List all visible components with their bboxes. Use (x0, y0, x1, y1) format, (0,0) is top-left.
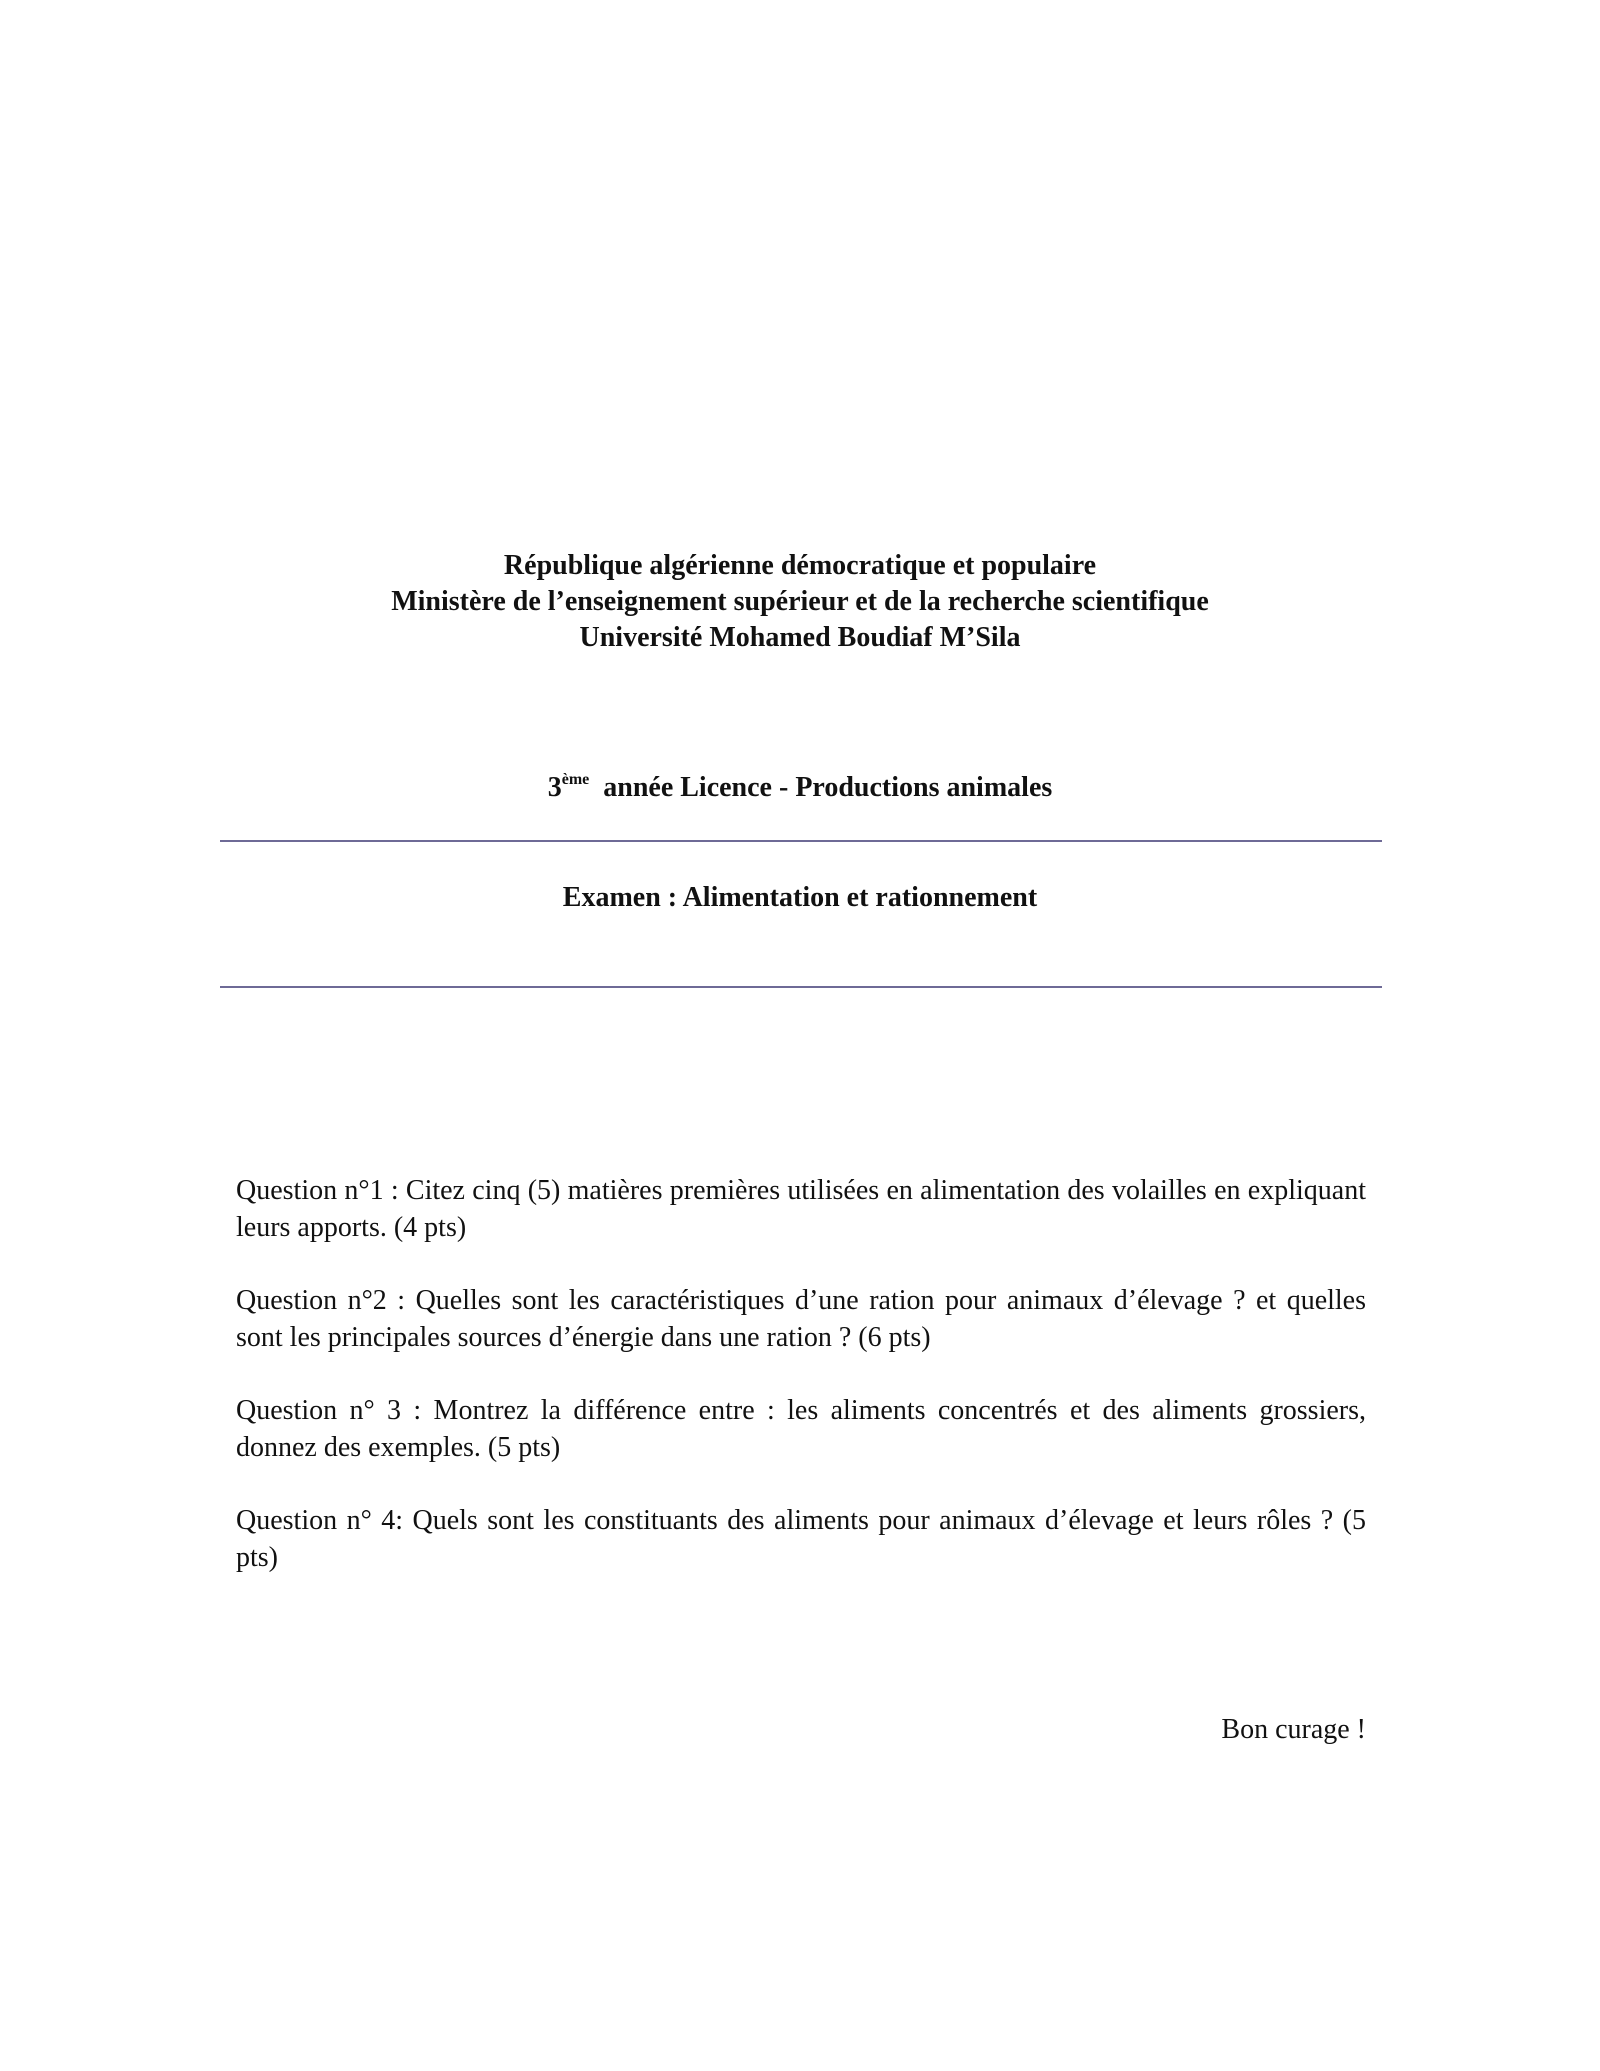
closing-remark: Bon curage ! (1221, 1714, 1366, 1745)
level-superscript: ème (561, 771, 590, 788)
republic-line: République algérienne démocratique et populaire (503, 550, 1097, 581)
bottom-divider (220, 986, 1382, 988)
level-text: année Licence - Productions animales (603, 772, 1053, 803)
university-line: Université Mohamed Boudiaf M’Sila (579, 622, 1021, 653)
study-level (0, 770, 1600, 806)
top-divider (220, 840, 1382, 842)
question-3: Question n° 3 : Montrez la différence entre : les aliments concentrés et des aliments grossiers, donnez des exemples. (5 pts) (236, 1395, 1366, 1463)
question-1: Question n°1 : Citez cinq (5) matières premières utilisées en alimentation des volailles en expliquant leurs apports. (4 pts) (236, 1175, 1366, 1243)
question-4: Question n° 4: Quels sont les constituants des aliments pour animaux d’élevage et leurs rôles ? (5 pts) (236, 1505, 1366, 1573)
exam-title: Examen : Alimentation et rationnement (562, 882, 1038, 913)
institution-header (0, 548, 1600, 656)
questions-list (236, 1172, 1366, 1612)
level-number: 3 (547, 772, 562, 803)
question-2: Question n°2 : Quelles sont les caractéristiques d’une ration pour animaux d’élevage ? et quelles sont les principales sources d’énergie dans une ration ? (6 pts) (236, 1285, 1366, 1353)
ministry-line: Ministère de l’enseignement supérieur et de la recherche scientifique (391, 586, 1209, 617)
